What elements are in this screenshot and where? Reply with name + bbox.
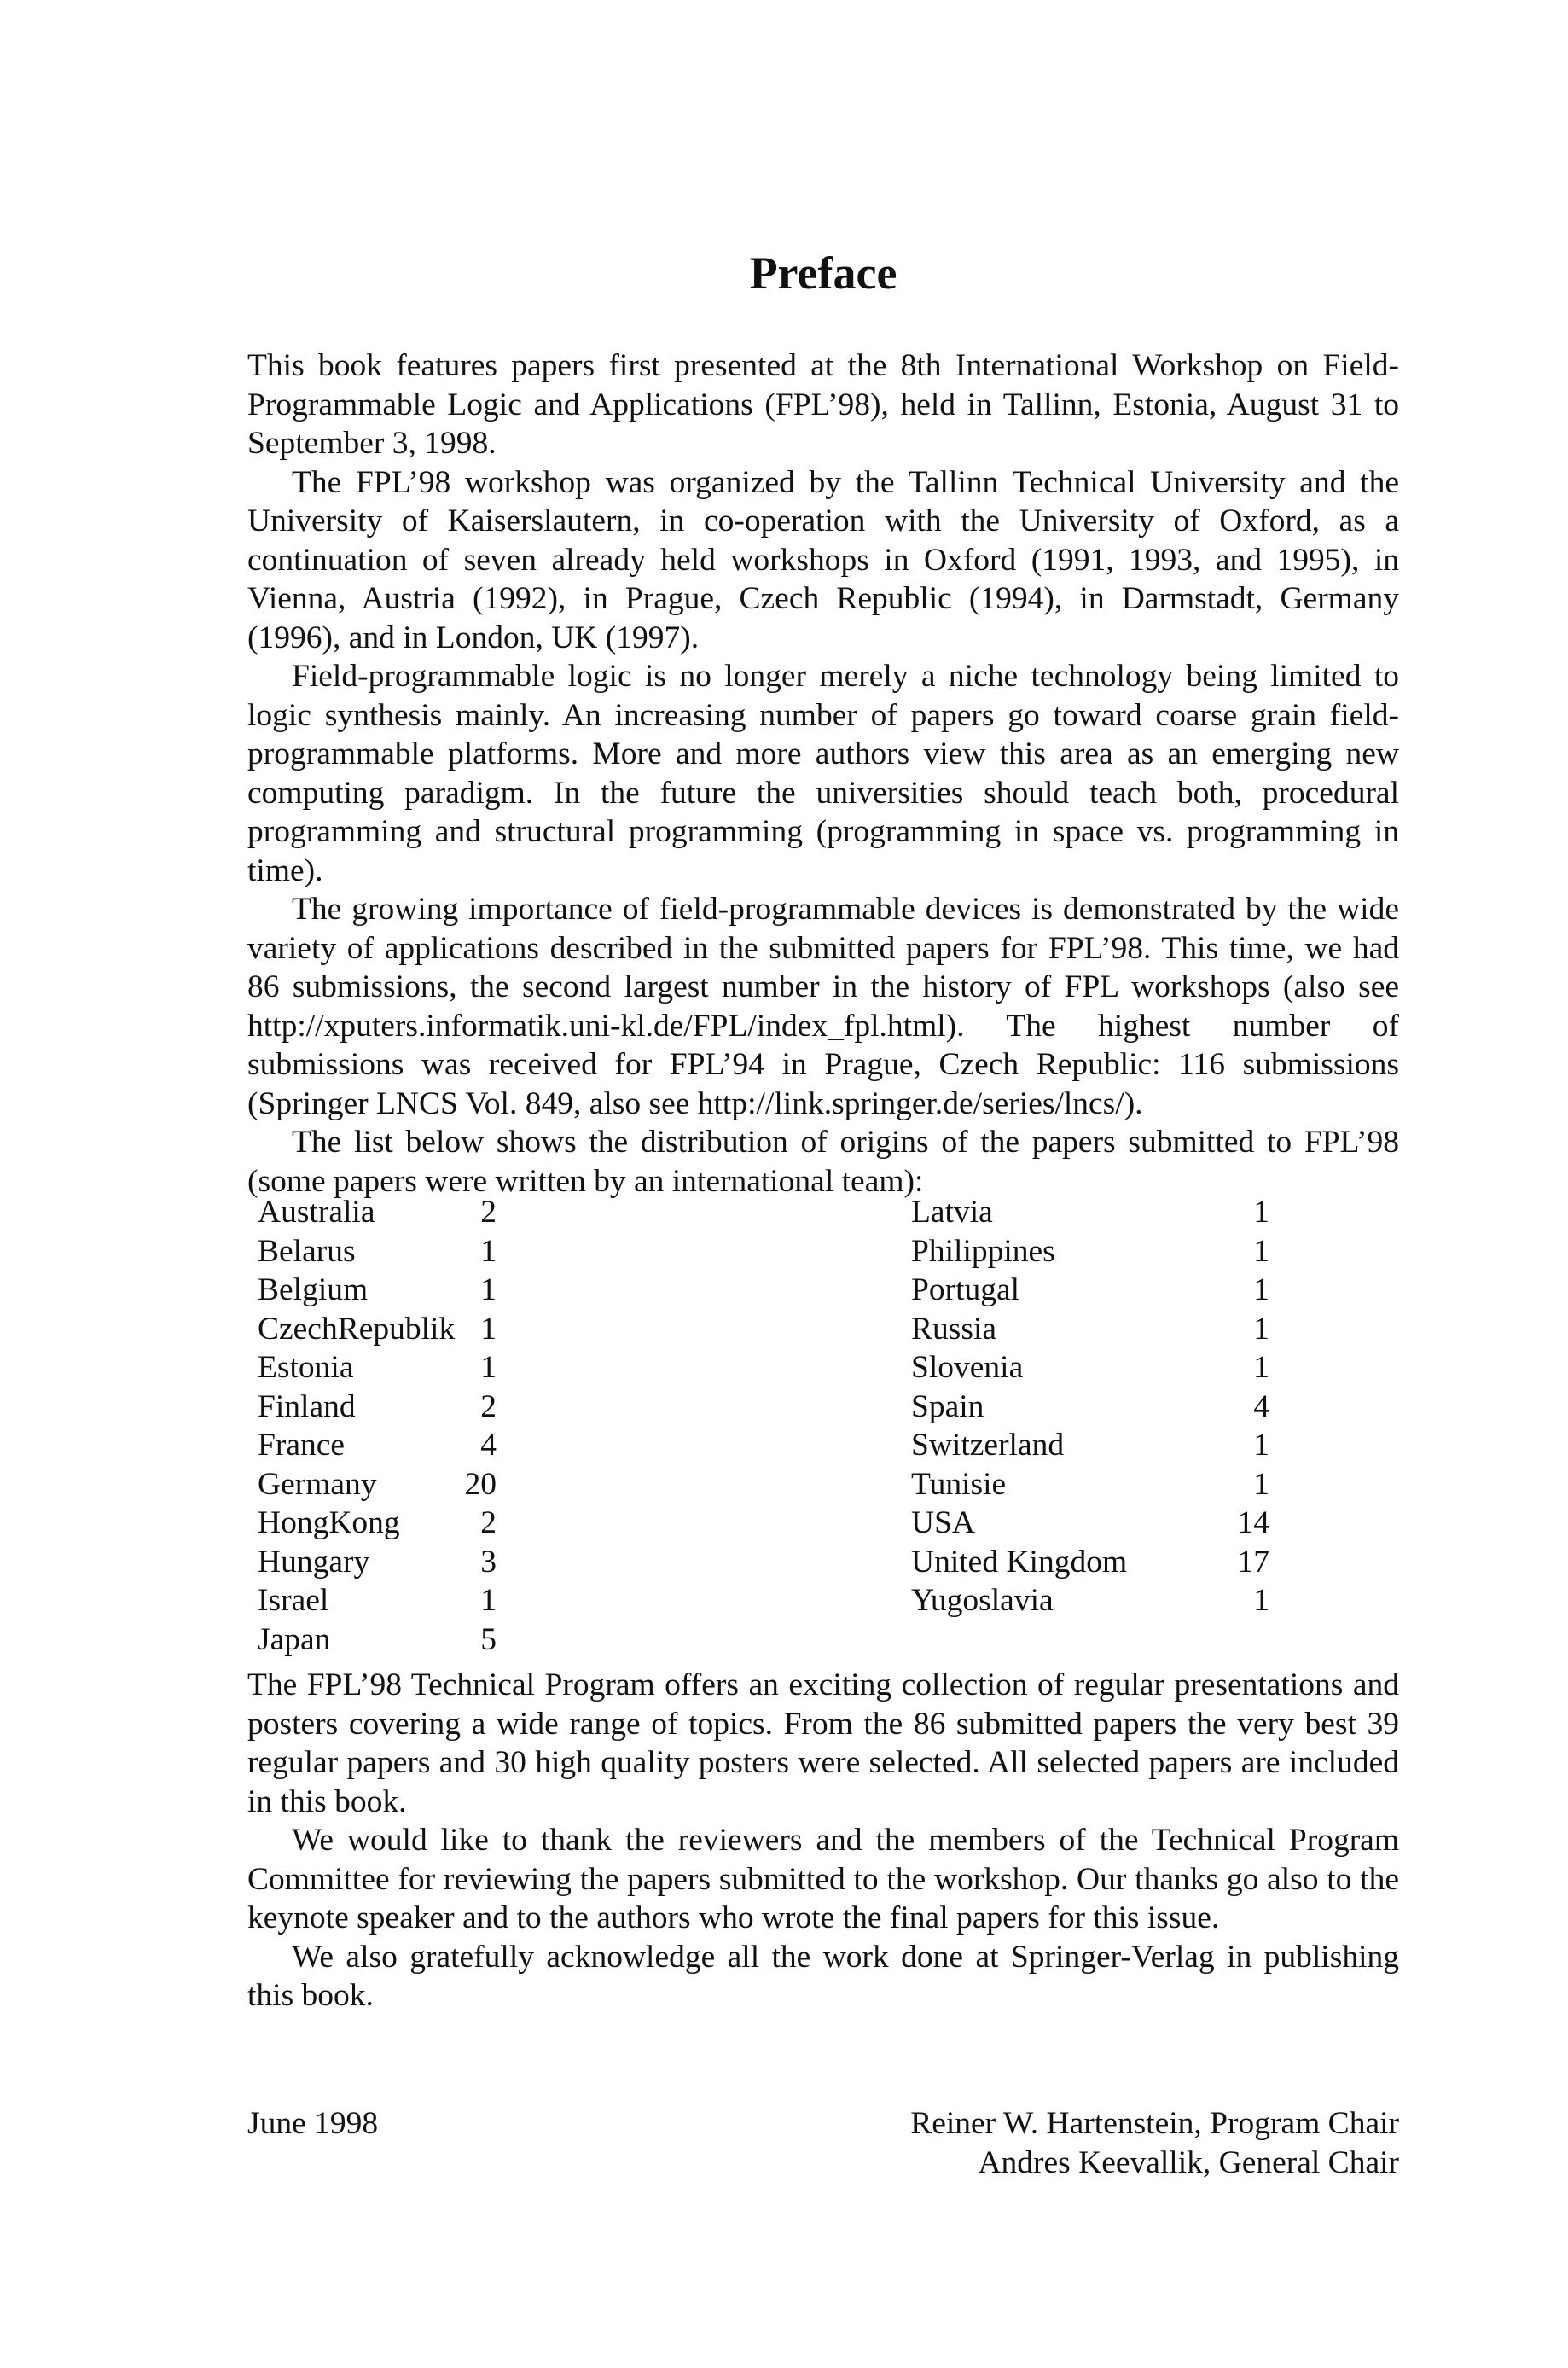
country-name: Israel (258, 1583, 329, 1618)
country-count: 17 (1237, 1544, 1269, 1580)
table-row (911, 1271, 1269, 1310)
table-row (911, 1310, 1269, 1349)
country-count: 1 (480, 1272, 497, 1307)
country-name: CzechRepublik (258, 1311, 456, 1347)
country-name: Latvia (911, 1195, 993, 1230)
table-row (258, 1504, 497, 1543)
table-row (911, 1504, 1269, 1543)
country-column-left (258, 1193, 497, 1659)
country-name: HongKong (258, 1505, 400, 1540)
table-row (258, 1388, 497, 1427)
table-row (258, 1426, 497, 1465)
signature-block (910, 2104, 1399, 2182)
country-count: 1 (1253, 1428, 1269, 1463)
table-row (911, 1543, 1269, 1582)
country-name: Australia (258, 1195, 375, 1230)
table-row (258, 1193, 497, 1232)
table-row (258, 1620, 497, 1660)
table-row (258, 1348, 497, 1388)
country-count: 20 (464, 1466, 497, 1502)
paragraph-acknowledgement: We also gratefully acknowledge all the work done at Springer-Verlag in publishing this book. (247, 1939, 1399, 2013)
signature-general-chair: Andres Keevallik, General Chair (978, 2144, 1399, 2180)
country-count: 2 (480, 1195, 497, 1230)
signature-date: June 1998 (247, 2106, 379, 2141)
country-name: Slovenia (911, 1350, 1024, 1385)
country-name: Hungary (258, 1544, 370, 1580)
country-name: Portugal (911, 1272, 1020, 1307)
table-row (911, 1348, 1269, 1388)
table-row (258, 1232, 497, 1271)
country-count: 1 (480, 1350, 497, 1385)
country-name: Estonia (258, 1350, 354, 1385)
table-row (911, 1581, 1269, 1620)
table-row (911, 1426, 1269, 1465)
country-name: Japan (258, 1621, 331, 1657)
table-row (911, 1193, 1269, 1232)
country-name: Finland (258, 1388, 356, 1424)
country-count: 1 (1253, 1466, 1269, 1502)
page-title: Preface (749, 247, 897, 299)
signature-program-chair: Reiner W. Hartenstein, Program Chair (910, 2106, 1399, 2141)
country-count: 1 (1253, 1583, 1269, 1618)
country-count: 4 (480, 1428, 497, 1463)
country-name: Philippines (911, 1233, 1055, 1269)
country-count: 1 (1253, 1233, 1269, 1269)
country-count: 1 (1253, 1195, 1269, 1230)
country-name: Russia (911, 1311, 997, 1347)
table-row (258, 1543, 497, 1582)
country-count: 1 (1253, 1311, 1269, 1347)
paragraph-organization: The FPL’98 workshop was organized by the Tallinn Technical University and the University of Kaiserslautern, in co-operation with the University of Oxford, as a continuation of seven already held workshops in Oxford (1991, 1993, and 1995), in Vienna, Austria (1992), in Prague, Czech Republic (1994), in Darmstadt, Germany (1996), and in London, UK (1997). (247, 464, 1399, 655)
country-count: 2 (480, 1505, 497, 1540)
table-row (911, 1465, 1269, 1504)
country-count: 1 (1253, 1350, 1269, 1385)
table-row (911, 1388, 1269, 1427)
country-name: France (258, 1428, 346, 1463)
country-name: Switzerland (911, 1428, 1065, 1463)
country-name: United Kingdom (911, 1544, 1128, 1580)
country-name: Germany (258, 1466, 377, 1502)
country-count: 2 (480, 1388, 497, 1424)
country-count: 1 (1253, 1272, 1269, 1307)
closing-paragraphs (247, 1666, 1399, 2016)
country-name: Tunisie (911, 1466, 1007, 1502)
paragraph-submissions: The growing importance of field-programmable devices is demonstrated by the wide variety of applications described in the submitted papers for FPL’98. This time, we had 86 submissions, the second largest number in the history of FPL workshops (also see http://xputers.informatik.uni-kl.de/FPL/index_fpl.html). The highest number of submissions was received for FPL’94 in Prague, Czech Republic: 116 submissions (Springer LNCS Vol. 849, also see http://link.springer.de/series/lncs/). (247, 892, 1399, 1121)
country-count: 1 (480, 1583, 497, 1618)
country-name: USA (911, 1505, 976, 1540)
country-count: 3 (480, 1544, 497, 1580)
paragraph-technical-program: The FPL’98 Technical Program offers an exciting collection of regular presentations and posters covering a wide range of topics. From the 86 submitted papers the very best 39 regular papers and 30 high quality posters were selected. All selected papers are included in this book. (247, 1667, 1399, 1819)
country-column-right (911, 1193, 1269, 1620)
country-name: Yugoslavia (911, 1583, 1054, 1618)
country-count: 4 (1253, 1388, 1269, 1424)
country-count: 1 (480, 1233, 497, 1269)
country-name: Belgium (258, 1272, 369, 1307)
table-row (258, 1271, 497, 1310)
table-row (258, 1310, 497, 1349)
paragraph-list-intro: The list below shows the distribution of origins of the papers submitted to FPL’98 (some papers were written by an international team): (247, 1125, 1399, 1199)
paragraph-intro: This book features papers first presented at the 8th International Workshop on Field-Programmable Logic and Applications (FPL’98), held in Tallinn, Estonia, August 31 to September 3, 1998. (247, 348, 1399, 461)
paragraph-paradigm: Field-programmable logic is no longer merely a niche technology being limited to logic synthesis mainly. An increasing number of papers go toward coarse grain field-programmable platforms. More and more authors view this area as an emerging new computing paradigm. In the future the universities should teach both, procedural programming and structural programming (programming in space vs. programming in time). (247, 659, 1399, 888)
paragraph-thanks: We would like to thank the reviewers and the members of the Technical Program Committee for reviewing the papers submitted to the workshop. Our thanks go also to the keynote speaker and to the authors who wrote the final papers for this issue. (247, 1823, 1399, 1935)
country-count: 14 (1237, 1505, 1269, 1540)
table-row (911, 1232, 1269, 1271)
intro-paragraphs (247, 346, 1399, 1201)
table-row (258, 1465, 497, 1504)
country-name: Spain (911, 1388, 984, 1424)
table-row (258, 1581, 497, 1620)
country-name: Belarus (258, 1233, 356, 1269)
country-count: 5 (480, 1621, 497, 1657)
country-count: 1 (480, 1311, 497, 1347)
